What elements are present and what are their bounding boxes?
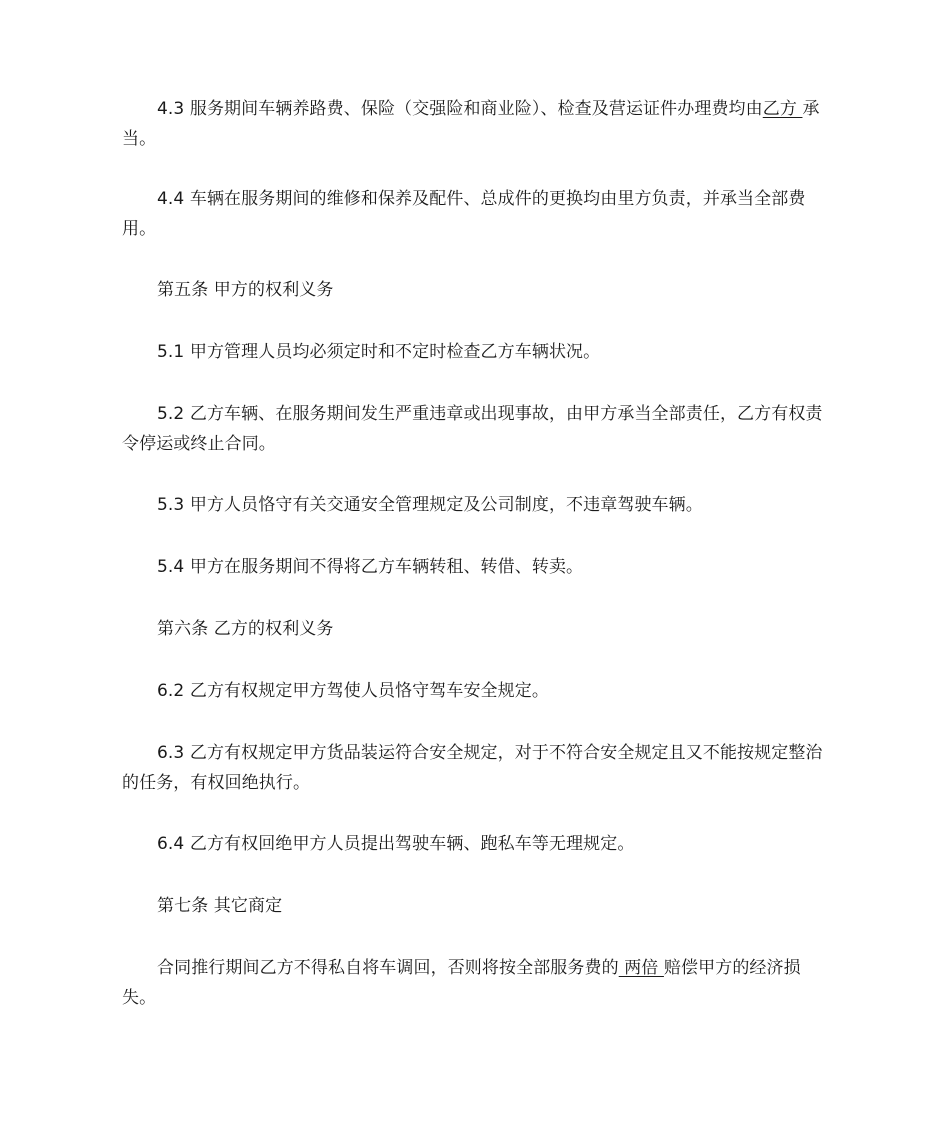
clause-6-3: 6.3 乙方有权规定甲方货品装运符合安全规定，对于不符合安全规定且又不能按规定整治的任务，有权回绝执行。 xyxy=(122,743,823,793)
clause-4-3-text: 4.3 服务期间车辆养路费、保险（交强险和商业险）、检查及营运证件办理费均由 xyxy=(157,99,763,119)
clause-5-2: 5.2 乙方车辆、在服务期间发生严重违章或出现事故，由甲方承当全部责任，乙方有权责令停运或终止合同。 xyxy=(122,404,823,454)
clause-4-4: 4.4 车辆在服务期间的维修和保养及配件、总成件的更换均由里方负责，并承当全部费用。 xyxy=(122,189,806,239)
clause-4-3-underlined-party: 乙方 xyxy=(762,99,803,119)
article-7-text: 合同推行期间乙方不得私自将车调回，否则将按全部服务费的 xyxy=(157,958,619,978)
clause-6-2: 6.2 乙方有权规定甲方驾使人员恪守驾车安全规定。 xyxy=(157,681,549,701)
clause-4-3-text-end: 承当。 xyxy=(122,99,820,149)
article-7-text-end: 赔偿甲方的经济损失。 xyxy=(122,958,801,1008)
article-7-body xyxy=(122,953,834,1013)
article-7-underlined-amount: 两倍 xyxy=(618,958,664,978)
clause-4-3 xyxy=(122,94,834,154)
clause-6-4: 6.4 乙方有权回绝甲方人员提出驾驶车辆、跑私车等无理规定。 xyxy=(157,834,635,854)
clause-5-1: 5.1 甲方管理人员均必须定时和不定时检查乙方车辆状况。 xyxy=(157,342,601,362)
article-5-title: 第五条 甲方的权利义务 xyxy=(157,280,334,300)
clause-5-3: 5.3 甲方人员恪守有关交通安全管理规定及公司制度，不违章驾驶车辆。 xyxy=(157,495,703,515)
article-6-title: 第六条 乙方的权利义务 xyxy=(157,619,334,639)
clause-5-4: 5.4 甲方在服务期间不得将乙方车辆转租、转借、转卖。 xyxy=(157,557,584,577)
article-7-title: 第七条 其它商定 xyxy=(157,896,283,916)
